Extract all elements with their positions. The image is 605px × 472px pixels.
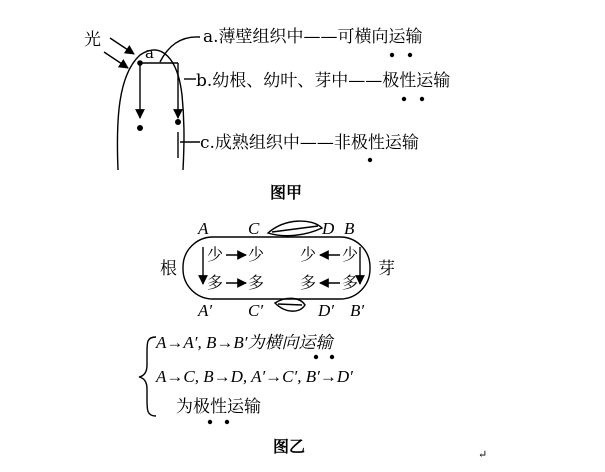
explain-line-1: A→A′, B→B′为横向运输 bbox=[156, 333, 333, 352]
figure-yi bbox=[139, 219, 395, 456]
letter-D2: D′ bbox=[318, 301, 334, 320]
letter-C: C bbox=[248, 219, 260, 238]
label-c: c.成熟组织中——非极性运输 bbox=[200, 133, 419, 153]
more-left-1: 多 bbox=[207, 273, 224, 292]
emphasis-dots-a bbox=[390, 53, 412, 57]
more-left-2: 多 bbox=[248, 273, 265, 292]
caption-yi: 图乙 bbox=[273, 437, 306, 456]
emphasis-dots-c bbox=[368, 158, 372, 162]
more-right-1: 多 bbox=[300, 273, 317, 292]
less-right-1: 少 bbox=[300, 245, 317, 264]
letter-D: D bbox=[322, 219, 335, 238]
letter-A2: A′ bbox=[198, 301, 213, 320]
letter-C2: C′ bbox=[248, 301, 264, 320]
point-a-label: a bbox=[145, 44, 154, 62]
letter-B: B bbox=[344, 219, 355, 238]
more-right-2: 多 bbox=[342, 273, 359, 292]
letter-B2: B′ bbox=[350, 301, 365, 320]
bud-label: 芽 bbox=[378, 259, 395, 279]
less-right-2: 少 bbox=[342, 245, 359, 264]
dot-left-bottom bbox=[137, 125, 143, 131]
less-left-2: 少 bbox=[248, 245, 265, 264]
return-mark: ↵ bbox=[478, 448, 488, 461]
emphasis-dots-line3 bbox=[208, 420, 229, 424]
light-arrow-upper bbox=[110, 38, 134, 54]
explain-line-2: A→C, B→D, A′→C′, B′→D′ bbox=[156, 367, 353, 386]
label-b: b.幼根、幼叶、芽中——极性运输 bbox=[196, 71, 451, 91]
label-a: a.薄壁组织中——可横向运输 bbox=[203, 27, 423, 47]
root-label: 根 bbox=[160, 259, 177, 279]
explain-line-3: 为极性运输 bbox=[176, 397, 261, 417]
dot-right-bottom bbox=[175, 119, 181, 125]
pointer-a bbox=[160, 37, 200, 62]
brace bbox=[139, 337, 156, 416]
light-arrow-lower bbox=[104, 52, 128, 68]
emphasis-dots-line1 bbox=[314, 355, 334, 359]
caption-jia: 图甲 bbox=[270, 183, 303, 202]
emphasis-dots-b bbox=[402, 97, 424, 101]
less-left-1: 少 bbox=[207, 245, 224, 264]
letter-A: A bbox=[198, 219, 209, 238]
light-label: 光 bbox=[84, 30, 101, 50]
figure-jia bbox=[84, 27, 450, 202]
